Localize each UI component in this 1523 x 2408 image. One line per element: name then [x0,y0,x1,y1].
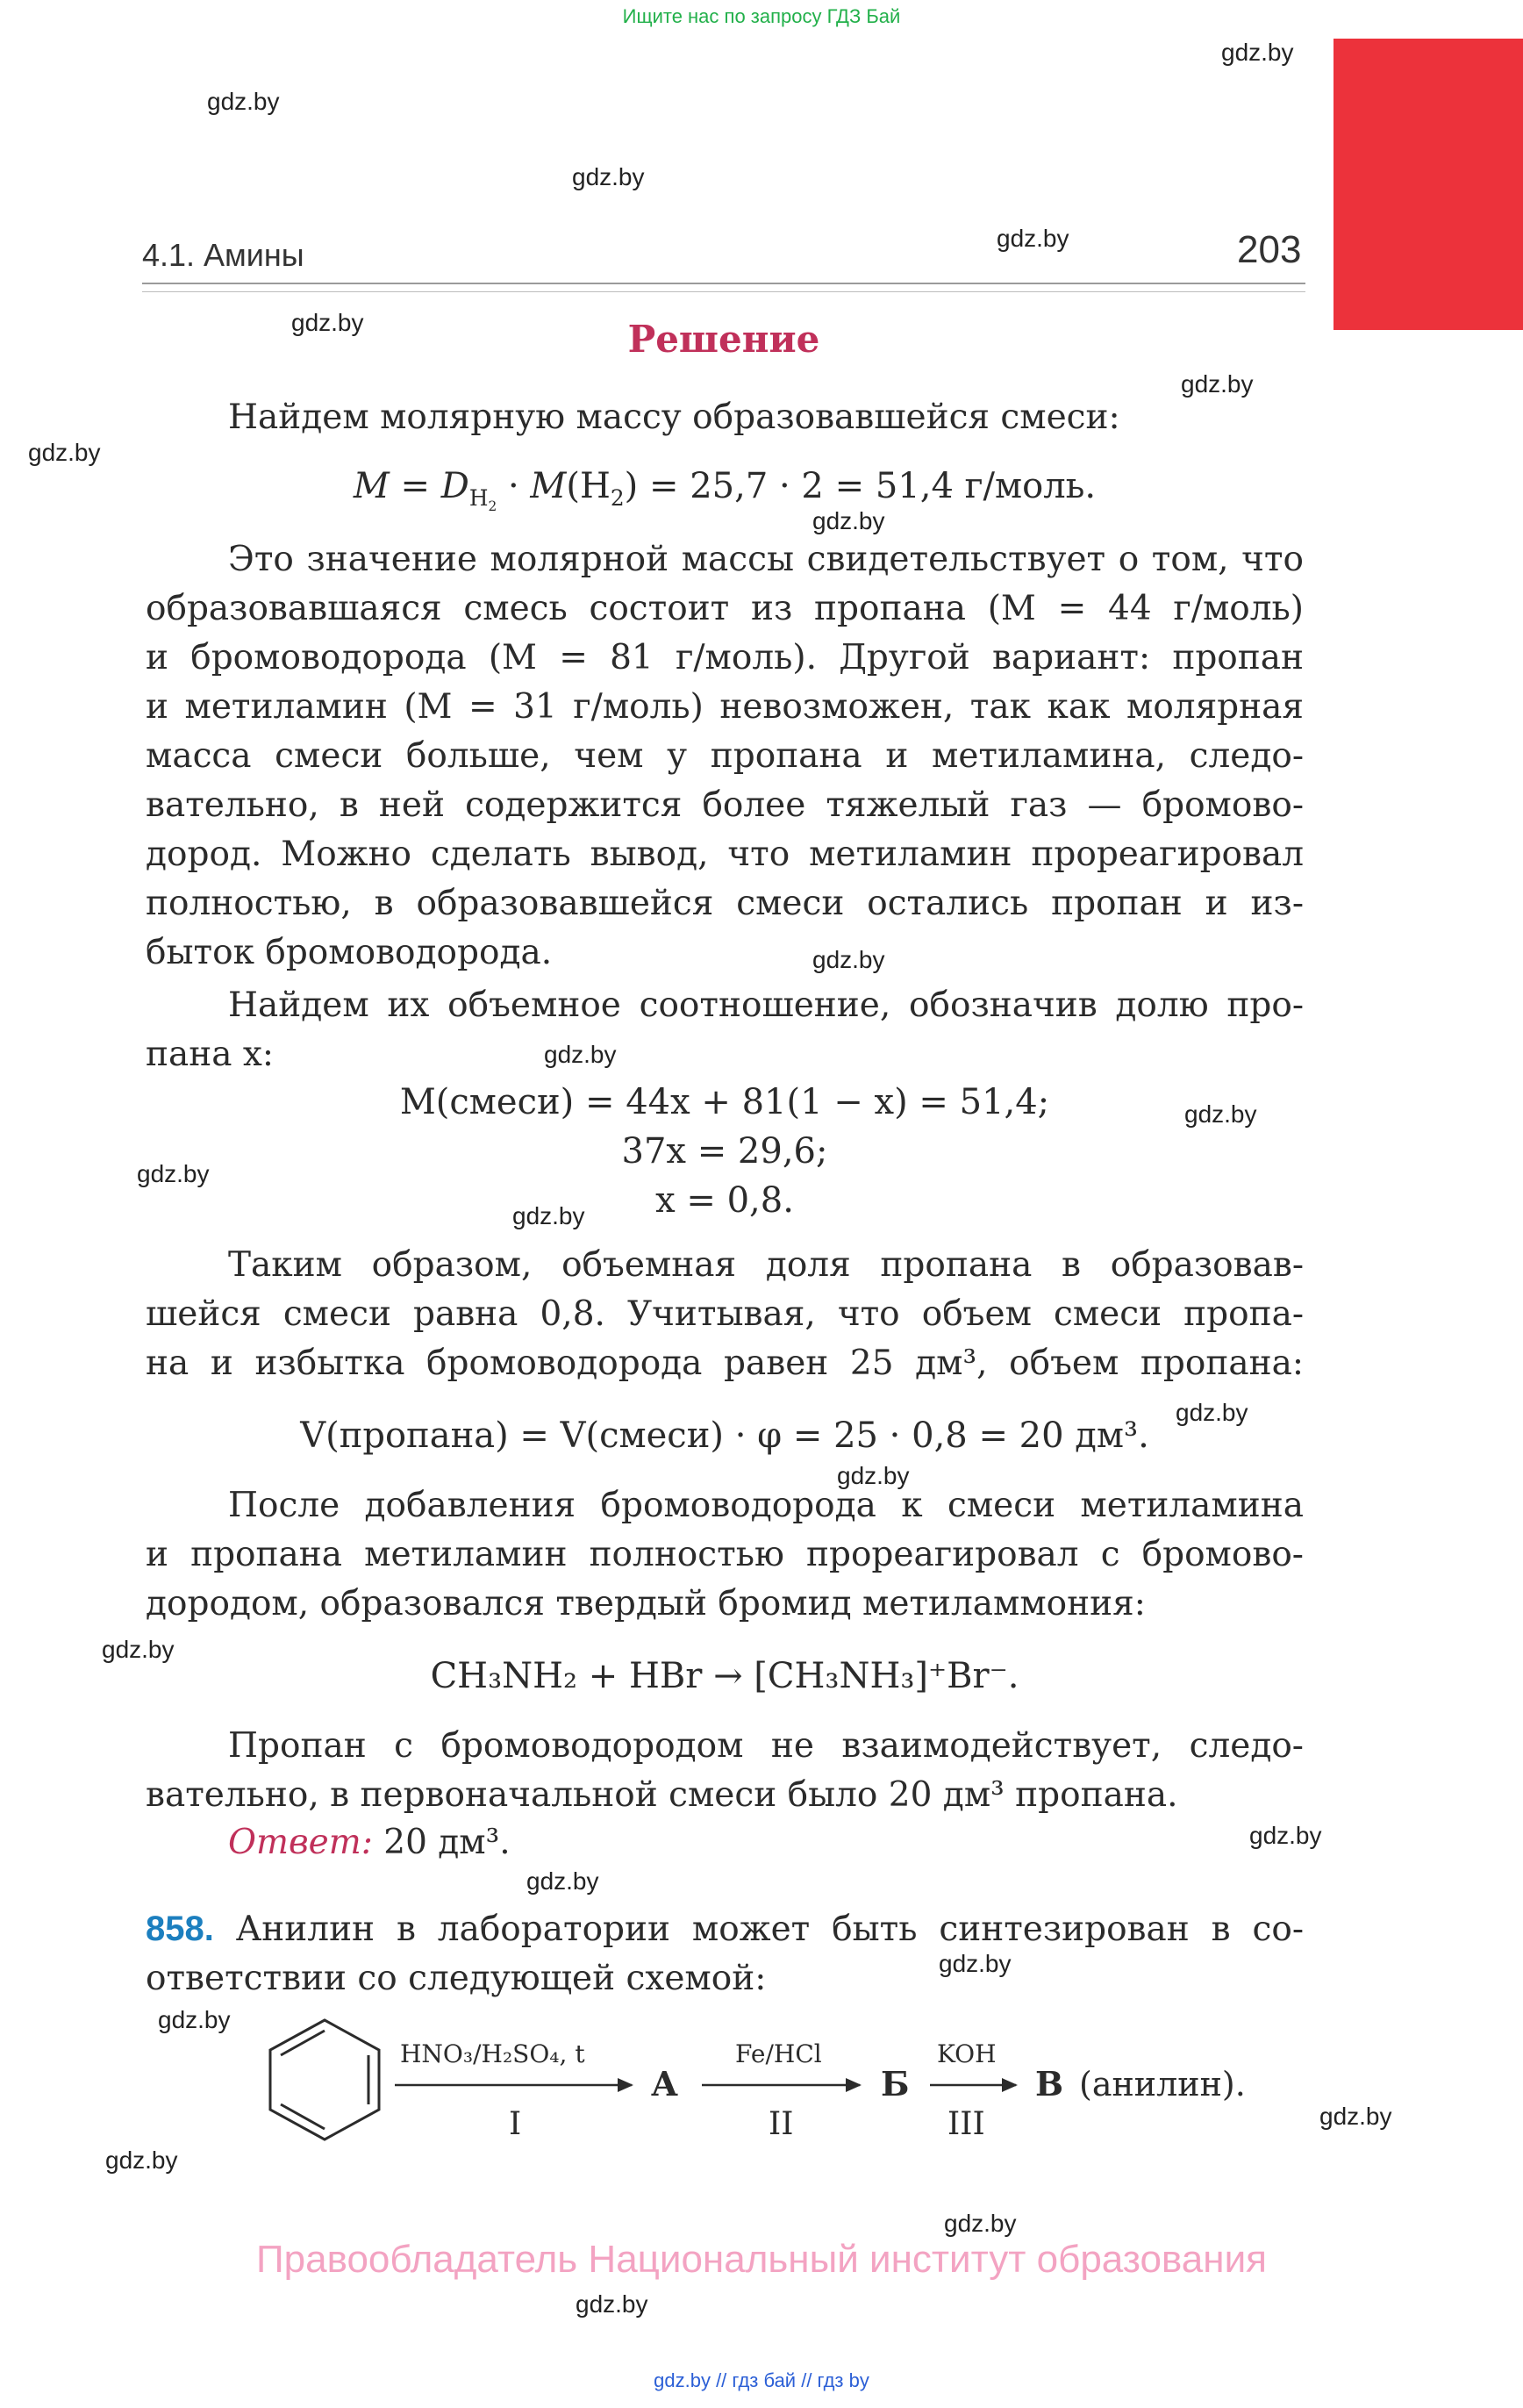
text-line: масса смеси больше, чем у пропана и метиламина, следо- [146,736,1304,776]
synthesis-scheme [254,2010,1307,2141]
text-line: образовавшаяся смесь состоит из пропана (M = 44 г/моль) [146,589,1304,628]
red-page-tab [1334,39,1523,330]
bottom-links[interactable]: gdz.by // гдз бай // гдз by [654,2369,869,2391]
text-line: и метиламин (M = 31 г/моль) невозможен, так как молярная [146,687,1304,727]
reagent-1: HNO₃/H₂SO₄, t [400,2039,585,2068]
text-line: вательно, в первоначальной смеси было 20 дм³ пропана. [146,1775,1178,1815]
arrowhead-icon [1002,2078,1018,2092]
paragraph-6 [146,1722,1304,1820]
header-rule-thin [142,291,1305,292]
arrowhead-icon [618,2078,633,2092]
text-line: Пропан с бромоводородом не взаимодействует, следо- [228,1726,1304,1766]
step-2: II [769,2106,794,2141]
equation-line: x = 0,8. [655,1180,794,1221]
copyright-notice: Правообладатель Национальный институт образования [256,2238,1267,2281]
paragraph-1 [146,393,1304,442]
watermark: gdz.by [576,2290,648,2318]
text-line: Таким образом, объемная доля пропана в образовав- [228,1245,1304,1285]
watermark: gdz.by [291,309,364,336]
watermark: gdz.by [812,946,885,973]
text-line: Это значение молярной массы свидетельствует о том, что [228,540,1304,579]
text-line: ответствии со следующей схемой: [146,1959,767,1998]
paragraph-3 [146,981,1304,1079]
paragraph-4 [146,1241,1304,1388]
watermark: gdz.by [137,1160,210,1187]
product-final-label: (анилин). [1079,2065,1246,2103]
watermark: gdz.by [544,1041,617,1068]
watermark: gdz.by [837,1462,910,1489]
text-line: пана x: [146,1035,275,1074]
watermark: gdz.by [158,2006,231,2033]
formula-reaction: CH₃NH₂ + HBr → [CH₃NH₃]⁺Br⁻. [430,1656,1019,1696]
header-rule [142,283,1305,284]
step-3: III [947,2106,985,2141]
watermark: gdz.by [28,439,101,466]
text-line: дородом, образовался твердый бромид метиламмония: [146,1584,1146,1623]
answer-line [228,1818,754,1867]
product-a: А [651,2064,678,2103]
watermark: gdz.by [207,88,280,115]
text-line: 858. Анилин в лаборатории может быть синтезирован в со- [146,1910,1305,1949]
benzene-ring-icon [270,2020,379,2139]
text-line: полностью, в образовавшейся смеси остались пропан и из- [146,884,1304,923]
formula-propane-volume: V(пропана) = V(смеси) · φ = 25 · 0,8 = 20 дм³. [300,1415,1149,1456]
text-line: дород. Можно сделать вывод, что метиламин прореагировал [146,835,1304,874]
top-banner[interactable]: Ищите нас по запросу ГДЗ Бай [622,5,901,27]
text-line: быток бромоводорода. [146,933,553,972]
reagent-2: Fe/HCl [735,2039,822,2068]
watermark: gdz.by [1176,1399,1248,1426]
watermark: gdz.by [526,1867,599,1895]
text-line: и пропана метиламин полностью прореагировал с бромово- [146,1535,1304,1574]
text-line: вательно, в ней содержится более тяжелый газ — бромово- [146,785,1304,825]
watermark: gdz.by [1184,1100,1257,1128]
section-title: 4.1. Амины [142,237,304,273]
text-line: шейся смеси равна 0,8. Учитывая, что объем смеси пропа- [146,1294,1304,1334]
watermark: gdz.by [105,2146,178,2174]
watermark: gdz.by [944,2210,1017,2237]
watermark: gdz.by [102,1636,175,1663]
text-line: на и избытка бромоводорода равен 25 дм³, объем пропана: [146,1344,1304,1383]
equation-line: 37x = 29,6; [621,1131,828,1172]
watermark: gdz.by [939,1950,1012,1977]
reagent-3: KOH [937,2039,997,2068]
equation-line: M(смеси) = 44x + 81(1 − x) = 51,4; [399,1082,1050,1122]
watermark: gdz.by [1319,2103,1392,2130]
solution-heading: Решение [627,318,820,361]
task-number: 858. [146,1910,214,1948]
text-line: После добавления бромоводорода к смеси метиламина [228,1486,1304,1525]
watermark: gdz.by [1221,39,1294,66]
product-b: Б [881,2064,910,2103]
paragraph-5 [146,1481,1304,1629]
text-line: Найдем их объемное соотношение, обозначив долю про- [228,985,1304,1025]
step-1: I [509,2106,522,2141]
paragraph-2 [146,535,1304,978]
product-v: В [1035,2064,1064,2103]
answer-value: 20 дм³. [383,1823,511,1862]
watermark: gdz.by [512,1202,585,1229]
watermark: gdz.by [1181,370,1254,398]
watermark: gdz.by [997,225,1069,252]
text-line: Найдем молярную массу образовавшейся смеси: [228,398,1120,437]
watermark: gdz.by [1249,1822,1322,1849]
formula-molar-mass: $M = D_{H_2} \cdot M(H_2) = 25,7 \cdot 2 = 51,4$ г/моль. [353,466,1097,514]
answer-label: Ответ: [228,1823,373,1862]
page-number: 203 [1237,228,1302,271]
arrowhead-icon [846,2078,862,2092]
watermark: gdz.by [572,163,645,190]
task-858 [146,1904,1304,2003]
watermark: gdz.by [812,507,885,534]
text-line: и бромоводорода (M = 81 г/моль). Другой вариант: пропан [146,638,1304,677]
